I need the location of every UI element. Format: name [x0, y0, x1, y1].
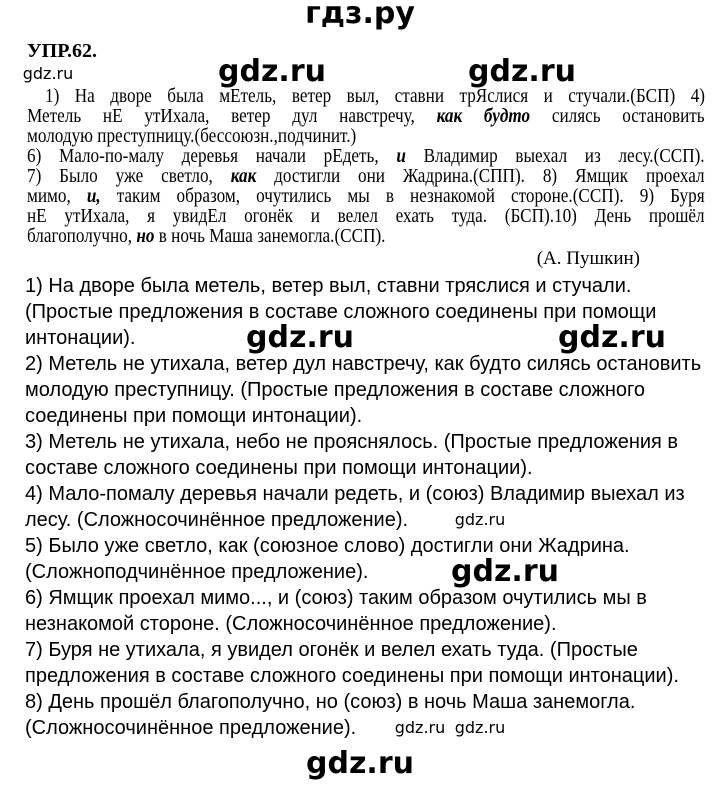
watermark: gdz.ru — [246, 320, 354, 355]
answer-line: 5) Было уже светло, как (союзное слово) достигли они Жадрина. — [25, 535, 630, 557]
answer-line: 2) Метель не утихала, ветер дул навстречу, как будто силясь остановить — [25, 353, 702, 375]
text: достигли они Жадрина.(СПП). 8) Ямщик проехал — [256, 166, 705, 187]
answer-line: составе сложного соединены при помощи интонации). — [25, 457, 533, 479]
answer-line: лесу. (Сложносочинённое предложение). — [25, 509, 409, 531]
watermark: gdz.ru — [394, 718, 446, 737]
text: Владимир выехал из лесу.(ССП). — [405, 146, 705, 167]
answer-line: 7) Буря не утихала, я увидел огонёк и велел ехать туда. (Простые — [25, 639, 638, 661]
text: в ночь Маша занемогла.(ССП). — [154, 226, 386, 247]
text: мимо, — [27, 186, 87, 207]
answer-line: незнакомой стороне. (Сложносочинённое предложение). — [25, 613, 557, 635]
conjunction: и — [396, 146, 406, 167]
answer-line: молодую преступницу. (Простые предложения в составе сложного — [25, 379, 645, 401]
watermark: gdz.ru — [306, 746, 414, 781]
answer-line: 4) Мало-помалу деревья начали редеть, и (союз) Владимир выехал из — [25, 483, 685, 505]
source-line: молодую преступницу.(бессоюзн.,подчинит.) — [27, 126, 357, 147]
watermark: gdz.ru — [454, 510, 506, 529]
answer-line: соединены при помощи интонации). — [25, 405, 363, 427]
text: таким образом, очутились мы в незнакомой стороне.(ССП). 9) Буря — [100, 186, 705, 207]
answer-line: (Сложноподчинённое предложение). — [25, 561, 369, 583]
watermark-header: гдз.ру — [305, 0, 415, 31]
watermark: gdz.ru — [451, 554, 559, 589]
answer-line: 1) На дворе была метель, ветер выл, ставни тряслися и стучали. — [25, 275, 632, 297]
watermark: gdz.ru — [218, 54, 326, 89]
conjunction: как — [230, 166, 257, 187]
source-line — [27, 167, 705, 187]
text: 6) Мало-по-малу деревья начали рЕдеть, — [27, 146, 397, 167]
watermark: gdz.ru — [454, 718, 506, 737]
source-line: нЕ утИхала, я увидЕл огонёк и велел ехать туда. (БСП).10) День прошёл — [27, 206, 705, 227]
answer-line: предложения в составе сложного соединены при помощи интонации). — [25, 665, 679, 687]
source-line — [27, 227, 705, 247]
text: 7) Было уже светло, — [27, 166, 231, 187]
answer-line: 6) Ямщик проехал мимо..., и (союз) таким образом очутились мы в — [25, 587, 647, 609]
source-line — [27, 147, 705, 167]
answer-line: (Сложносочинённое предложение). — [25, 717, 357, 739]
conjunction: но — [136, 226, 155, 247]
watermark: gdz.ru — [558, 320, 666, 355]
text: благополучно, — [27, 226, 137, 247]
source-line — [27, 187, 705, 207]
answer-line: 3) Метель не утихала, небо не прояснялось. (Простые предложения в — [25, 431, 679, 453]
text: Метель нЕ утИхала, ветер дул навстречу, — [27, 106, 437, 127]
watermark: gdz.ru — [468, 54, 576, 89]
answer-line: (Простые предложения в составе сложного соединены при помощи — [25, 301, 657, 323]
source-line: 1) На дворе была мЕтель, ветер выл, ставни трЯслися и стучали.(БСП) 4) — [45, 86, 705, 107]
source-line — [27, 107, 705, 127]
answer-line: 8) День прошёл благополучно, но (союз) в ночь Маша занемогла. — [25, 691, 636, 713]
watermark: gdz.ru — [22, 64, 74, 83]
answer-line: интонации). — [25, 327, 136, 349]
conjunction: как будто — [436, 106, 531, 127]
conjunction: и, — [86, 186, 101, 207]
text: силясь остановить — [530, 106, 705, 127]
author: (А. Пушкин) — [536, 248, 640, 269]
exercise-title: УПР.62. — [27, 40, 97, 62]
